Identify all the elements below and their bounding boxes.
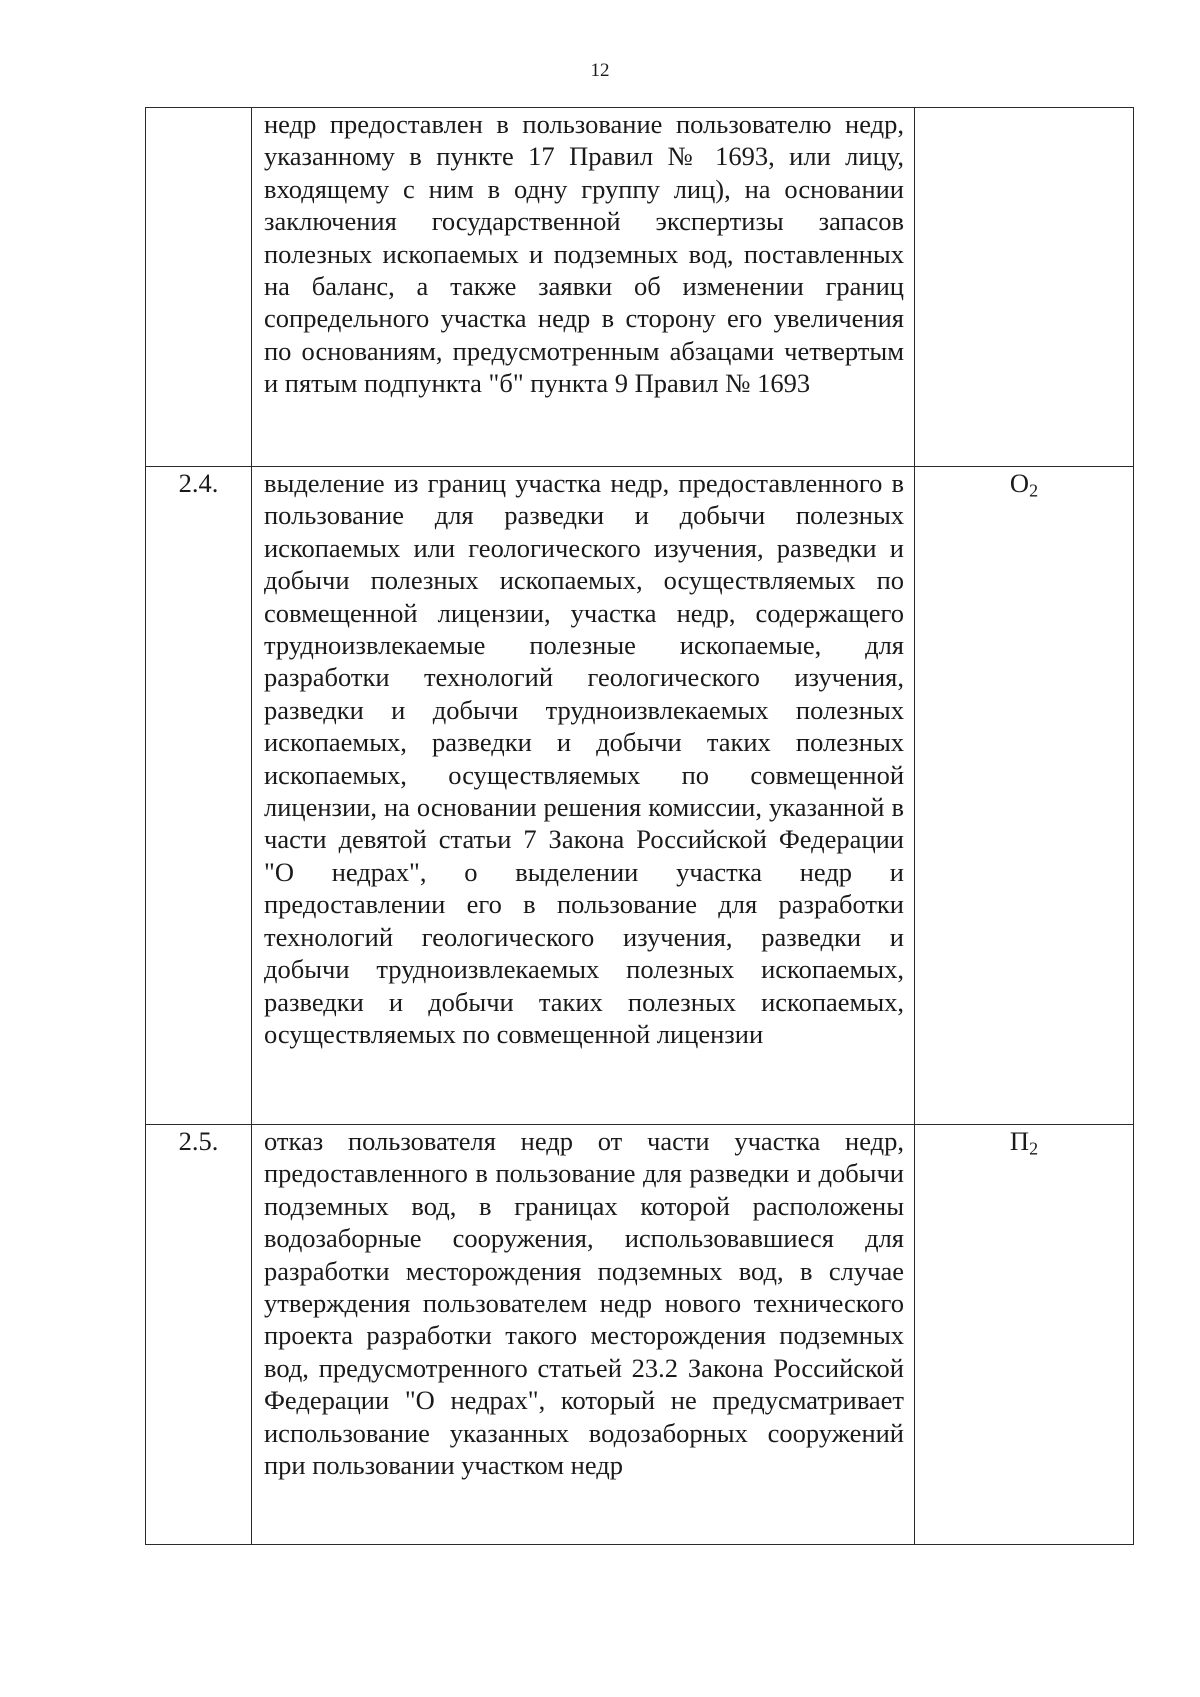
row-number-cell bbox=[146, 108, 252, 467]
row-text: выделение из границ участка недр, предоставленного в пользование для разведки и добычи полезных ископаемых или геологического изучения, разведки и добычи полезных ископаемых, осуществляемых по совмещенной лицензии, участка недр, содержащего трудноизвлекаемые полезные ископаемые, для разработки технологий геологического изучения, разведки и добычи трудноизвлекаемых полезных ископаемых, разведки и добычи таких полезных ископаемых, осуществляемых по совмещенной лицензии, на основании решения комиссии, указанной в части девятой статьи 7 Закона Российской Федерации "О недрах", о выделении участка недр и предоставлении его в пользование для разработки технологий геологического изучения, разведки и добычи трудноизвлекаемых полезных ископаемых, разведки и добычи таких полезных ископаемых, осуществляемых по совмещенной лицензии bbox=[264, 468, 904, 1049]
row-text: отказ пользователя недр от части участка недр, предоставленного в пользование для разведки и добычи подземных вод, в границах которой расположены водозаборные сооружения, использовавшиеся для разработки месторождения подземных вод, в случае утверждения пользователем недр нового технического проекта разработки такого месторождения подземных вод, предусмотренного статьей 23.2 Закона Российской Федерации "О недрах", который не предусматривает использование указанных водозаборных сооружений при пользовании участком недр bbox=[264, 1126, 904, 1481]
code-letter: О bbox=[1009, 468, 1030, 498]
code-subscript: 2 bbox=[1029, 1138, 1039, 1159]
row-text-cell bbox=[252, 108, 915, 467]
row-number-cell: 2.5. bbox=[146, 1125, 252, 1545]
row-code-cell bbox=[915, 108, 1134, 467]
row-number-cell: 2.4. bbox=[146, 467, 252, 1125]
row-code-cell bbox=[915, 467, 1134, 1125]
row-text-cell bbox=[252, 1125, 915, 1545]
table-row bbox=[146, 108, 1134, 467]
row-text: недр предоставлен в пользование пользователю недр, указанному в пункте 17 Правил № 1693, или лицу, входящему с ним в одну группу лиц), на основании заключения государственной экспертизы запасов полезных ископаемых и подземных вод, поставленных на баланс, а также заявки об изменении границ сопредельного участка недр в сторону его увеличения по основаниям, предусмотренным абзацами четвертым и пятым подпункта "б" пункта 9 Правил № 1693 bbox=[264, 109, 904, 399]
document-table bbox=[145, 107, 1134, 1545]
table-row bbox=[146, 1125, 1134, 1545]
row-code-cell bbox=[915, 1125, 1134, 1545]
page-number: 12 bbox=[590, 60, 610, 81]
code-subscript: 2 bbox=[1029, 480, 1039, 501]
code-letter: П bbox=[1009, 1126, 1030, 1156]
table-row bbox=[146, 467, 1134, 1125]
row-text-cell bbox=[252, 467, 915, 1125]
